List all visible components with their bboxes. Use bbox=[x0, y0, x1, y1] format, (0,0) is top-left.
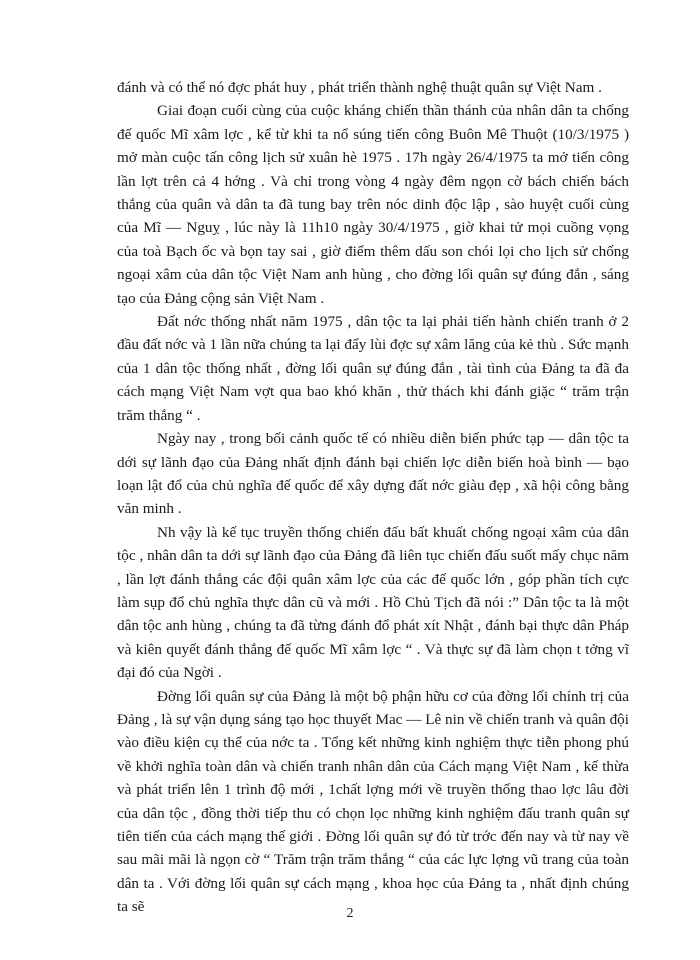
paragraph-today: Ngày nay , trong bối cảnh quốc tế có nhiều diễn biến phức tạp — dân tộc ta dới sự lãnh đạo của Đảng nhất định đánh bại chiến lợc diễn biến hoà bình — bạo loạn lật đổ của chủ nghĩa đế quốc để xây dựng đất nớc giàu đẹp , xã hội công bằng văn minh . bbox=[117, 430, 629, 518]
paragraph-final-phase: Giai đoạn cuối cùng của cuộc kháng chiến thần thánh của nhân dân ta chống đế quốc Mĩ xâm lợc , kể từ khi ta nổ súng tiến công Buôn Mê Thuột (10/3/1975 ) mở màn cuộc tấn công lịch sử xuân hè 1975 . 17h ngày 26/4/1975 ta mở tiến công lần lợt trên cả 4 hớng . Và chỉ trong vòng 4 ngày đêm ngọn cờ bách chiến bách thắng của quân và dân ta đã tung bay trên nóc dinh độc lập , sào huyệt cuối cùng của Mĩ — Nguỵ , lúc này là 11h10 ngày 30/4/1975 , giờ khai tử mọi cuồng vọng của toà Bạch ốc và bọn tay sai , giờ điểm thêm dấu son chói lọi cho lịch sử chống ngoại xâm của dân tộc Việt Nam anh hùng , cho đờng lối quân sự đúng đắn , sáng tạo của Đảng cộng sản Việt Nam . bbox=[117, 102, 629, 307]
body-text bbox=[117, 76, 629, 919]
paragraph-tradition: Nh vậy là kế tục truyền thống chiến đấu bất khuất chống ngoại xâm của dân tộc , nhân dân ta dới sự lãnh đạo của Đảng đã liên tục chiến đấu suốt mấy chục năm , lần lợt đánh thắng các đội quân xâm lợc của các đế quốc lớn , góp phần tích cực làm sụp đổ chủ nghĩa thực dân cũ và mới . Hồ Chủ Tịch đã nói :” Dân tộc ta là một dân tộc anh hùng , chúng ta đã từng đánh đổ phát xít Nhật , đánh bại thực dân Pháp và kiên quyết đánh thắng đế quốc Mĩ xâm lợc “ . Và thực sự đã làm chọn t tởng vĩ đại đó của Ngời . bbox=[117, 523, 629, 682]
paragraph-continuation: đánh và có thể nó đợc phát huy , phát triển thành nghệ thuật quân sự Việt Nam . bbox=[117, 79, 602, 96]
page-number: 2 bbox=[346, 906, 354, 921]
paragraph-unification: Đất nớc thống nhất năm 1975 , dân tộc ta lại phải tiến hành chiến tranh ở 2 đầu đất nớc và 1 lần nữa chúng ta lại đẩy lùi đợc sự xâm lăng của kẻ thù . Sức mạnh của 1 dân tộc thống nhất , đờng lối quân sự đúng đắn , tài tình của Đảng ta đã đa cách mạng Việt Nam vợt qua bao khó khăn , thử thách khi đánh giặc “ trăm trận trăm thắng “ . bbox=[117, 313, 629, 424]
paragraph-military-line: Đờng lối quân sự của Đảng là một bộ phận hữu cơ của đờng lối chính trị của Đảng , là sự vận dụng sáng tạo học thuyết Mac — Lê nin về chiến tranh và quân đội vào điều kiện cụ thể của nớc ta . Tổng kết những kinh nghiệm thực tiễn phong phú về khởi nghĩa toàn dân và chiến tranh nhân dân của Cách mạng Việt Nam , kế thừa và phát triển lên 1 trình độ mới , 1chất lợng mới về truyền thống thao lợc lâu đời của dân tộc , đồng thời tiếp thu có chọn lọc những kinh nghiệm đấu tranh quân sự tiên tiến của cách mạng thế giới . Đờng lối quân sự đó từ trớc đến nay và từ nay về sau mãi mãi là ngọn cờ “ Trăm trận trăm thắng “ của các lực lợng vũ trang của toàn dân ta . Với đờng lối quân sự cách mạng , khoa học của Đảng ta , nhất định chúng ta sẽ bbox=[117, 687, 629, 916]
